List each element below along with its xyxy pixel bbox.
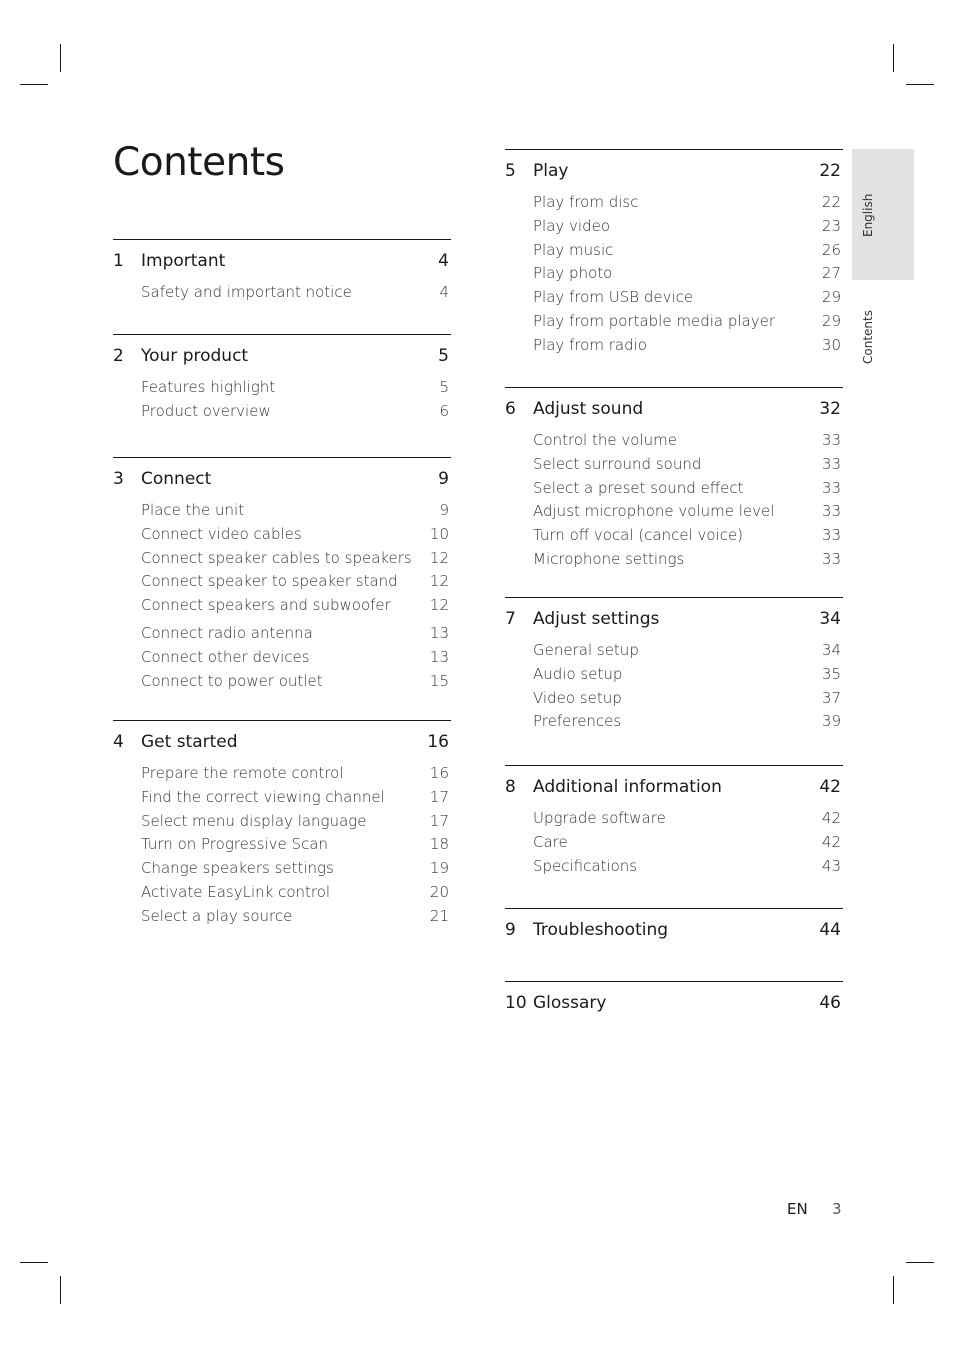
toc-entry-page: 27 [821, 264, 841, 283]
section-number: 6 [505, 399, 516, 419]
toc-entry[interactable] [505, 193, 843, 217]
footer-language: EN [787, 1200, 808, 1218]
toc-entry[interactable] [505, 241, 843, 265]
section-title: Glossary [533, 993, 607, 1013]
toc-entry-page: 33 [821, 431, 841, 449]
toc-entry-page: 26 [821, 240, 841, 259]
toc-entry-label: Turn on Progressive Scan [141, 835, 329, 854]
toc-entry-label: Product overview [141, 401, 271, 420]
toc-entry-page: 15 [429, 671, 449, 690]
toc-entry-page: 22 [821, 193, 841, 211]
section-number: 1 [113, 251, 124, 271]
section-heading[interactable] [505, 993, 843, 1017]
toc-entry[interactable] [113, 525, 451, 549]
toc-entry[interactable] [505, 479, 843, 503]
side-tab-language [852, 149, 914, 280]
toc-entry-label: Video setup [533, 688, 622, 707]
toc-entry-page: 29 [821, 311, 841, 330]
toc-entry[interactable] [505, 336, 843, 360]
toc-entry-label: Connect to power outlet [141, 671, 323, 690]
toc-entry[interactable] [113, 596, 451, 624]
section-heading[interactable] [113, 251, 451, 275]
toc-entry[interactable] [505, 833, 843, 857]
toc-entry[interactable] [505, 264, 843, 288]
toc-entry-label: Prepare the remote control [141, 764, 344, 782]
toc-entry[interactable] [505, 455, 843, 479]
section-title: Play [533, 161, 569, 181]
toc-entry-page: 9 [439, 501, 449, 519]
crop-mark [906, 1262, 934, 1263]
toc-entry[interactable] [505, 641, 843, 665]
toc-entry-label: Activate EasyLink control [141, 882, 331, 901]
toc-entry-page: 35 [821, 664, 841, 683]
toc-entry[interactable] [505, 689, 843, 713]
toc-entry-label: Play music [533, 240, 614, 259]
toc-section-5 [505, 149, 843, 360]
toc-entry-label: Select a play source [141, 906, 293, 925]
toc-entry-page: 42 [821, 832, 841, 851]
toc-entry[interactable] [113, 648, 451, 672]
toc-section-7 [505, 597, 843, 736]
toc-entry-page: 16 [429, 764, 449, 782]
section-title: Additional information [533, 777, 722, 797]
toc-entry[interactable] [113, 501, 451, 525]
crop-mark [60, 44, 61, 72]
page-title: Contents [113, 140, 285, 185]
toc-entry-label: Control the volume [533, 431, 677, 449]
toc-entry-label: Safety and important notice [141, 283, 352, 301]
crop-mark [20, 1262, 48, 1263]
section-heading[interactable] [505, 399, 843, 423]
toc-entry[interactable] [505, 857, 843, 881]
toc-entry-label: Play video [533, 216, 611, 235]
toc-entry-label: Adjust microphone volume level [533, 502, 775, 521]
toc-entry[interactable] [113, 672, 451, 696]
toc-entry[interactable] [113, 883, 451, 907]
section-heading[interactable] [505, 777, 843, 801]
toc-entry-label: Select menu display language [141, 811, 367, 830]
toc-entry-label: Connect speaker cables to speakers [141, 548, 412, 567]
toc-entry-page: 13 [429, 647, 449, 666]
toc-section-1 [113, 239, 451, 307]
section-number: 4 [113, 732, 124, 752]
toc-entry-label: Select surround sound [533, 454, 702, 473]
toc-entry-page: 5 [439, 378, 449, 396]
toc-entry-page: 21 [429, 906, 449, 925]
toc-section-6 [505, 387, 843, 574]
toc-entry[interactable] [113, 812, 451, 836]
section-page: 5 [438, 346, 449, 366]
toc-entry-label: Connect speakers and subwoofer [141, 596, 391, 615]
toc-entry[interactable] [113, 788, 451, 812]
section-page: 42 [819, 777, 841, 797]
toc-entry[interactable] [113, 283, 451, 307]
section-title: Important [141, 251, 226, 271]
section-title: Get started [141, 732, 238, 752]
toc-entry-page: 30 [821, 335, 841, 354]
crop-mark [20, 84, 48, 85]
section-heading[interactable] [505, 609, 843, 633]
toc-section-2 [113, 334, 451, 426]
toc-entry[interactable] [505, 665, 843, 689]
section-number: 9 [505, 920, 516, 940]
toc-entry[interactable] [113, 907, 451, 931]
section-page: 4 [438, 251, 449, 271]
toc-entry-page: 18 [429, 835, 449, 854]
toc-entry-label: Connect speaker to speaker stand [141, 572, 398, 591]
toc-entry-page: 17 [429, 787, 449, 806]
toc-entry-label: Microphone settings [533, 549, 685, 568]
toc-entry-label: Turn off vocal (cancel voice) [533, 526, 744, 545]
toc-entry-page: 12 [429, 572, 449, 591]
toc-section-4 [113, 720, 451, 931]
toc-entry-page: 12 [429, 596, 449, 615]
toc-entry-page: 33 [821, 526, 841, 545]
toc-entry-page: 33 [821, 549, 841, 568]
section-page: 34 [819, 609, 841, 629]
section-page: 16 [427, 732, 449, 752]
toc-entry-page: 33 [821, 454, 841, 473]
toc-entry-label: Preferences [533, 712, 622, 731]
toc-entry-page: 4 [439, 283, 449, 301]
toc-entry-label: Change speakers settings [141, 859, 334, 878]
section-page: 44 [819, 920, 841, 940]
section-number: 2 [113, 346, 124, 366]
toc-entry-label: Place the unit [141, 501, 245, 519]
toc-entry-label: Play from portable media player [533, 311, 775, 330]
section-page: 46 [819, 993, 841, 1013]
page-number: 3 [832, 1200, 842, 1218]
toc-entry-page: 33 [821, 502, 841, 521]
toc-entry-page: 34 [821, 641, 841, 659]
toc-entry-page: 20 [429, 882, 449, 901]
toc-entry-label: Play from USB device [533, 288, 694, 307]
toc-entry-page: 33 [821, 478, 841, 497]
toc-entry-label: Play from disc [533, 193, 639, 211]
toc-entry-label: Select a preset sound effect [533, 478, 744, 497]
section-heading[interactable] [505, 161, 843, 185]
section-heading[interactable] [113, 732, 451, 756]
toc-entry-page: 42 [821, 809, 841, 827]
section-number: 8 [505, 777, 516, 797]
section-page: 9 [438, 469, 449, 489]
section-title: Connect [141, 469, 212, 489]
toc-entry-label: Audio setup [533, 664, 623, 683]
side-tab-section-label: Contents [861, 310, 875, 364]
toc-section-3 [113, 457, 451, 696]
toc-entry-label: Play photo [533, 264, 613, 283]
section-title: Your product [141, 346, 249, 366]
toc-entry-page: 6 [439, 401, 449, 420]
toc-entry[interactable] [505, 712, 843, 736]
toc-section-10 [505, 981, 843, 1017]
toc-entry[interactable] [113, 835, 451, 859]
toc-entry[interactable] [113, 624, 451, 648]
section-heading[interactable] [505, 920, 843, 944]
toc-entry-label: Upgrade software [533, 809, 666, 827]
section-title: Adjust settings [533, 609, 660, 629]
toc-entry-label: Connect video cables [141, 524, 302, 543]
toc-entry-label: Connect radio antenna [141, 624, 313, 643]
toc-entry[interactable] [505, 217, 843, 241]
toc-entry-page: 37 [821, 688, 841, 707]
toc-entry-page: 13 [429, 624, 449, 643]
toc-entry-label: Specifications [533, 856, 638, 875]
section-number: 7 [505, 609, 516, 629]
section-number: 3 [113, 469, 124, 489]
toc-entry[interactable] [505, 502, 843, 526]
toc-entry-page: 43 [821, 856, 841, 875]
section-page: 22 [819, 161, 841, 181]
toc-entry-label: Connect other devices [141, 647, 310, 666]
toc-entry-label: Features highlight [141, 378, 276, 396]
section-number: 5 [505, 161, 516, 181]
toc-entry-label: General setup [533, 641, 639, 659]
toc-entry[interactable] [113, 764, 451, 788]
section-page: 32 [819, 399, 841, 419]
toc-entry-page: 12 [429, 548, 449, 567]
section-heading[interactable] [113, 469, 451, 493]
toc-entry[interactable] [113, 378, 451, 402]
toc-entry[interactable] [505, 526, 843, 550]
toc-entry-page: 39 [821, 712, 841, 731]
toc-entry-label: Play from radio [533, 335, 647, 354]
toc-entry-page: 29 [821, 288, 841, 307]
toc-section-9 [505, 908, 843, 944]
toc-section-8 [505, 765, 843, 880]
toc-entry-page: 23 [821, 216, 841, 235]
section-number: 10 [505, 993, 527, 1013]
toc-entry[interactable] [113, 572, 451, 596]
crop-mark [906, 84, 934, 85]
toc-entry[interactable] [113, 859, 451, 883]
section-title: Troubleshooting [533, 920, 669, 940]
toc-entry-label: Care [533, 832, 568, 851]
section-title: Adjust sound [533, 399, 644, 419]
toc-entry[interactable] [113, 549, 451, 573]
toc-entry-page: 10 [429, 524, 449, 543]
toc-entry[interactable] [505, 550, 843, 574]
toc-entry[interactable] [505, 431, 843, 455]
toc-entry-label: Find the correct viewing channel [141, 787, 385, 806]
crop-mark [893, 44, 894, 72]
toc-entry[interactable] [505, 312, 843, 336]
crop-mark [60, 1276, 61, 1304]
toc-entry-page: 17 [429, 811, 449, 830]
toc-entry[interactable] [505, 809, 843, 833]
toc-entry-page: 19 [429, 859, 449, 878]
toc-entry[interactable] [113, 402, 451, 426]
section-heading[interactable] [113, 346, 451, 370]
side-tab-language-label: English [861, 193, 875, 237]
toc-entry[interactable] [505, 288, 843, 312]
crop-mark [893, 1276, 894, 1304]
